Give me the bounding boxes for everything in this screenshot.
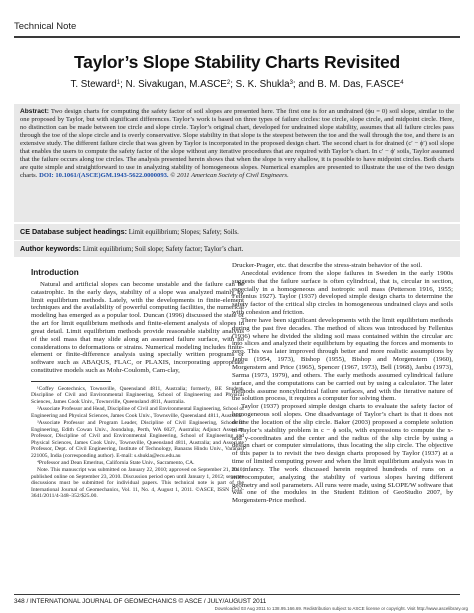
footnote-affiliation-3: ³Associate Professor and Program Leader, Discipline of Civil Engineering, School of Engineering, Edith Cowan Univ., Joondalup, Perth, WA 6027, Australia; Adjunct Associate Professor, Discipline of Civil and Environmental Engineering, School of Engineering and Physical Sciences, James Cook Univ., Townsville, Queensland 4811, Australia; and Associate Professor, Dept. of Civil Engineering, Institute of Technology, Banaras Hindu Univ., Varanasi 221005, India (corresponding author). E-mail: s.shukla@ecu.edu.au (31, 420, 244, 459)
author-name: and B. M. Das, F.ASCE (298, 79, 401, 90)
author-keywords-label: Author keywords: (20, 244, 82, 253)
author-affiliation-mark: 2 (226, 80, 231, 86)
footnote-rule (31, 381, 111, 382)
footnote-manuscript-note: Note. This manuscript was submitted on January 22, 2010; approved on September 21, 2010; published online on September 23, 2010. Discussion period open until January 1, 2012; separate discussions must be submitted for individual papers. This technical note is part of the International Journal of Geomechanics, Vol. 11, No. 4, August 1, 2011. ©ASCE, ISSN 1532-3641/2011/4-348–352/$25.00. (31, 467, 244, 500)
ce-headings-label: CE Database subject headings: (20, 227, 128, 236)
section-heading-introduction: Introduction (31, 268, 79, 277)
ce-subject-headings (14, 224, 460, 240)
doi-link[interactable]: 10.1061/(ASCE)GM.1943-5622.0000093. (55, 171, 169, 179)
download-notice: Downloaded 03 Aug 2011 to 138.95.166.69. Redistribution subject to ASCE license or copyright. Visit http://www.ascelibrary.org (214, 606, 468, 611)
left-column (31, 262, 244, 501)
author-affiliation-mark: 1 (116, 80, 121, 86)
author-name: S. K. Shukla (235, 79, 290, 90)
footer-rule (14, 594, 460, 595)
section-label: Technical Note (14, 21, 77, 32)
author-keywords (14, 241, 460, 257)
author-affiliation-mark: 3 (289, 80, 293, 86)
copyright-notice: © 2011 American Society of Civil Engineers. (170, 171, 289, 179)
author-affiliation-mark: 4 (400, 80, 404, 86)
body-paragraph: Anecdotal evidence from the slope failures in Sweden in the early 1900s suggests that the failure surface is often cylindrical, that is, circular in section, especially in a homogeneous and isotropic soil mass (Petterson 1916, 1955; Fellenius 1927). Taylor (1937) developed simple design charts to determine the safety factor of the critical slip circles in homogeneous undrained clays and soils with cohesion and friction. (232, 269, 453, 317)
abstract-box (14, 104, 460, 222)
author-name: N. Sivakugan, M.ASCE (125, 79, 227, 90)
abstract-label: Abstract: (20, 108, 49, 115)
body-paragraph: Taylor (1937) proposed simple design charts to evaluate the safety factor of homogeneous soil slopes. One disadvantage of Taylor’s chart is that it does not define the location of the slip circle. Baker (2003) proposed a complete solution to Taylor’s stability problem in c − ϕ soils, with expressions to compute the x- and y-coordinates and the center and the radius of the slip circle by using a design chart or computer simulations, thus locating the slip circle. The objective of this paper is to revisit the two design charts proposed by Taylor (1937) at a time of limited computing power and when the limit equilibrium analysis was in its infancy. The work discussed herein required hundreds of runs on a microcomputer, analyzing the stability of various slopes having different geometry and soil parameters. All runs were made, using SLOPE/W software that was one of the modules in the Student Edition of GeoStudio 2007, by Morgenstern-Price method. (232, 403, 453, 505)
abstract-body: Two design charts for computing the safety factor of soil slopes are presented here. The first one is for an undrained (ϕu = 0) soil slope, similar to the one proposed by Taylor, but with significant differences. Taylor’s work is based on three types of failure circles: toe circle, slope circle, and midpoint circle. Here, no distinction can be made between toe circle and slope circle. Taylor’s original chart, developed for undrained slope stability, assumes that all failure circles pass through the toe of the slope circle and is overly conservative. Slope stability in that slope is the steepest between the toe and the wall through the toe, and there is an extensive study. The different failure circle that was given by Taylor is incorporated in the proposed design chart. The second chart is for drained (c′ − ϕ′) soil slope that enables the users to compute the safety factor of the slope without any iterative procedures that are required with Taylor’s chart. In c′ − ϕ′ soils, Taylor assumed that the failure occurs along toe circles. The analysis presented herein shows that when the slope is very shallow, it is possible to have midpoint circles. Both charts are quite simple and straightforward to use in analyzing stability of homogeneous slopes. Numerical examples are presented to illustrate the use of the two design charts. (20, 108, 454, 179)
article-title: Taylor’s Slope Stability Charts Revisited (73, 52, 401, 72)
body-paragraph: Drucker-Prager, etc. that describe the stress-strain behavior of the soil. (232, 262, 423, 269)
footnote-affiliation-2: ²Associate Professor and Head, Discipline of Civil and Environmental Engineering, School of Engineering and Physical Sciences, James Cook Univ., Townsville, Queensland 4811, Australia. (31, 406, 244, 419)
footnote-affiliation-1: ¹Coffey Geotechnics, Townsville, Queensland 4811, Australia; formerly, BE Student, Discipline of Civil and Environmental Engineering, School of Engineering and Physical Sciences, James Cook Univ., Townsville, Queensland 4811, Australia. (31, 385, 244, 405)
footnote-affiliation-4: ⁴Professor and Dean Emeritus, California State Univ., Sacramento, CA. (37, 459, 195, 466)
right-column (232, 262, 453, 505)
author-keywords-terms: Limit equilibrium; Soil slope; Safety factor; Taylor’s chart. (82, 246, 244, 253)
author-list: T. Steward$^1$; N. Sivakugan, M.ASCE$^2$; S. K. Shukla$^3$; and B. M. Das, F.ASCE$^4$ (70, 79, 404, 90)
ce-headings-terms: Limit equilibrium; Slopes; Safety; Soils. (128, 229, 239, 236)
author-name: T. Steward (70, 79, 117, 90)
abstract (20, 108, 454, 180)
header-rule (14, 36, 460, 38)
page-footer: 348 / INTERNATIONAL JOURNAL OF GEOMECHANICS © ASCE / JULY/AUGUST 2011 (14, 598, 267, 605)
doi-label: DOI: (39, 171, 54, 179)
body-paragraph: There have been significant developments with the limit equilibrium methods during the past five decades. The method of slices was introduced by Fellenius (1936) where he divided the sliding soil mass contained within the circular arc into slices and analyzed their equilibrium by equating the forces and moments to zero. This was later improved through better and more realistic assumptions by Janbu (1954, 1973), Bishop (1955), Bishop and Morgenstern (1960), Morgenstern and Price (1965), Spencer (1967, 1973), Bell (1968), Janbu (1973), Sarma (1973, 1979), and others. The early methods assumed cylindrical failure surface, and the computations can be carried out by using a calculator. The later methods assume noncylindrical failure surfaces, and with the iterative nature of the solution process, it requires a computer for solving them. (232, 316, 453, 403)
body-paragraph: Natural and artificial slopes can become unstable and the failure can be catastrophic. In the early days, stability of a slope was analyzed mainly by limit equilibrium methods. Lately, with the developments in finite-element techniques and the availability of powerful computing facilities, the numerical modeling has emerged as a popular tool. Duncan (1996) discussed the state of the art for limit equilibrium methods and finite-element analysis of slopes in great detail. Limit equilibrium methods provide reasonable stability analysis of the soil mass that may slide along an assumed failure surface, with no considerations to deformations or strains. Numerical modeling includes finite-element or finite-difference analysis using specially written programs or software such as ABAQUS, FLAC, or PLAXIS, incorporating appropriate constitutive models such as Mohr-Coulomb, Cam-clay, (31, 280, 244, 375)
